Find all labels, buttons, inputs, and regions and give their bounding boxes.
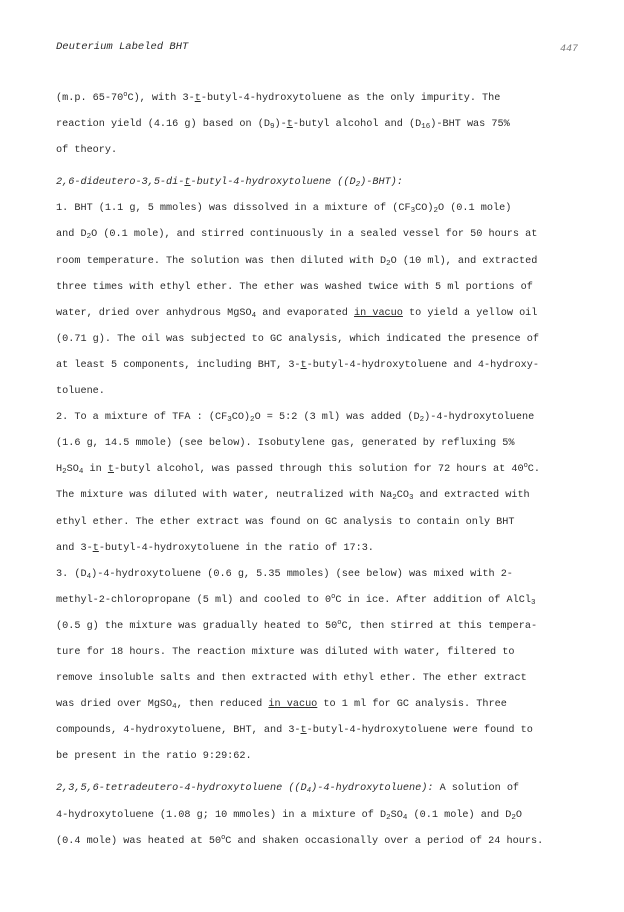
section-heading: 2,6-dideutero-3,5-di-t-butyl-4-hydroxytoluene $((D_2)-BHT)$: <box>56 177 403 190</box>
text-line: (0.71 g). The oil was subjected to GC analysis, which indicated the presence of <box>56 333 539 345</box>
text-line: be present in the ratio 9:29:62. <box>56 751 252 763</box>
running-title: Deuterium Labeled BHT <box>56 41 189 53</box>
text-line: (0.5 g) the mixture was gradually heated to 50$^o$C, then stirred at this tempera- <box>56 618 538 632</box>
text-line: ture for 18 hours. The reaction mixture was diluted with water, filtered to <box>56 646 515 658</box>
text-line: and 3-t-butyl-4-hydroxytoluene in the ratio of 17:3. <box>56 542 374 554</box>
text-line: The mixture was diluted with water, neutralized with $Na_2CO_3$ and extracted with <box>56 490 530 503</box>
text-line: water, dried over anhydrous MgSO$_4$ and evaporated in vacuo to yield a yellow oil <box>56 307 538 320</box>
text-line: 3. $(D_4)-4$-hydroxytoluene (0.6 g, 5.35 mmoles) (see below) was mixed with 2- <box>56 568 513 581</box>
text-line: toluene. <box>56 386 105 398</box>
text-line: (0.4 mole) was heated at 50$^o$C and shaken occasionally over a period of 24 hours. <box>56 833 544 847</box>
text-line: $H_2SO_4$ in t-butyl alcohol, was passed through this solution for 72 hours at 40$^o$C. <box>56 462 541 477</box>
text-line: compounds, 4-hydroxytoluene, BHT, and 3-t-butyl-4-hydroxytoluene were found to <box>56 725 533 737</box>
text-line: methyl-2-chloropropane (5 ml) and cooled to 0$^o$C in ice. After addition of AlCl$_3$ <box>56 592 536 607</box>
text-line: room temperature. The solution was then diluted with $D_2O$ (10 ml), and extracted <box>56 255 538 268</box>
page-number: 447 <box>560 44 579 55</box>
text-line: of theory. <box>56 145 118 157</box>
text-line: three times with ethyl ether. The ether was washed twice with 5 ml portions of <box>56 281 533 293</box>
body-text <box>56 86 568 855</box>
text-line: 2. To a mixture of TFA : $(CF_3CO)_2O$ = 5:2 (3 ml) was added $(D_2)-4$-hydroxytoluene <box>56 412 535 425</box>
section-heading: 2,3,5,6-tetradeutero-4-hydroxytoluene $((D_4)-4-hydroxytoluene)$: A solution of <box>56 783 520 796</box>
text-line: 1. BHT (1.1 g, 5 mmoles) was dissolved in a mixture of $(CF_3CO)_2O$ (0.1 mole) <box>56 203 512 216</box>
text-line: was dried over MgSO$_4$, then reduced in vacuo to 1 ml for GC analysis. Three <box>56 699 507 712</box>
text-line: remove insoluble salts and then extracted with ethyl ether. The ether extract <box>56 673 527 685</box>
text-line: (m.p. 65-70$^o$C), with 3-t-butyl-4-hydroxytoluene as the only impurity. The <box>56 91 501 104</box>
text-line: at least 5 components, including BHT, 3-t-butyl-4-hydroxytoluene and 4-hydroxy- <box>56 359 539 371</box>
text-line: reaction yield (4.16 g) based on $(D_9)-t$-butyl alcohol and $(D_{16})$-BHT was 75% <box>56 119 510 132</box>
text-line: (1.6 g, 14.5 mmole) (see below). Isobutylene gas, generated by refluxing 5% <box>56 438 515 450</box>
text-line: and $D_2O$ (0.1 mole), and stirred continuously in a sealed vessel for 50 hours at <box>56 229 538 242</box>
text-line: 4-hydroxytoluene (1.08 g; 10 mmoles) in a mixture of $D_2SO_4$ (0.1 mole) and $D_2O$ <box>56 809 522 822</box>
text-line: ethyl ether. The ether extract was found on GC analysis to contain only BHT <box>56 516 515 528</box>
